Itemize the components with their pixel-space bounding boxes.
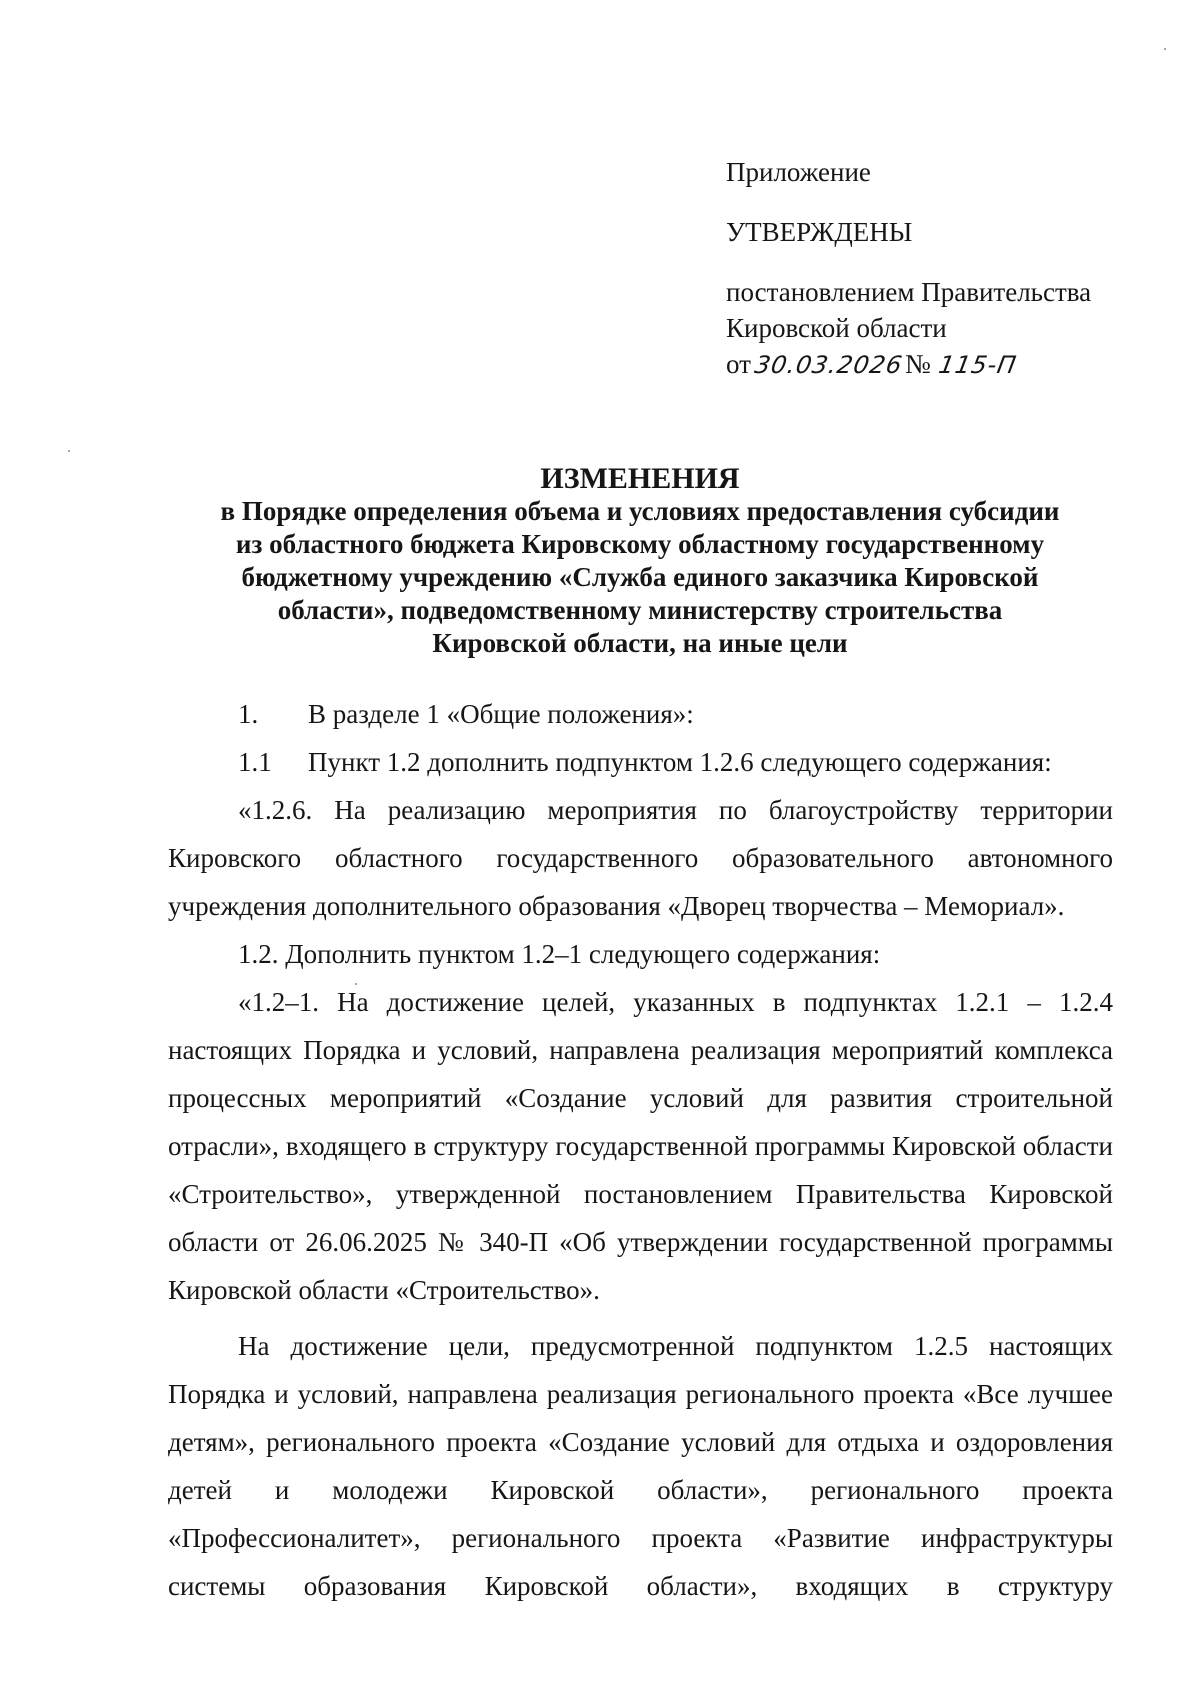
item-1-text: В разделе 1 «Общие положения»: [308, 699, 694, 729]
approval-block [726, 154, 1146, 383]
appendix-label: Приложение [726, 157, 871, 187]
title-subtitle-line: Кировской области, на иные цели [432, 628, 848, 658]
item-1-1 [168, 738, 1113, 786]
paragraph-1-2-5: На достижение цели, предусмотренной подпунктом 1.2.5 настоящих Порядка и условий, направлена реализация регионального проекта «Все лучшее детям», регионального проекта «Создание условий для отдыха и оздоровления детей и молодежи Кировской области», регионального проекта «Профессионалитет», регионального проекта «Развитие инфраструктуры системы образования Кировской области», входящих в структуру [168, 1331, 1113, 1601]
item-1-1-number: 1.1 [238, 747, 272, 777]
document-body [168, 690, 1113, 1610]
item-1-1-text: Пункт 1.2 дополнить подпунктом 1.2.6 следующего содержания: [308, 747, 1052, 777]
title-subtitle-line: бюджетному учреждению «Служба единого заказчика Кировской [241, 562, 1039, 592]
decree-line-1: постановлением Правительства [726, 277, 1092, 307]
decree-date-number [726, 346, 1146, 383]
title-subtitle-line: области», подведомственному министерству строительства [277, 595, 1003, 625]
date-prefix: от [726, 349, 751, 379]
paragraph-1-2: 1.2. Дополнить пунктом 1.2–1 следующего содержания: [238, 939, 881, 969]
title-subtitle-line: из областного бюджета Кировскому областному государственному [235, 529, 1045, 559]
title-subtitle-line: в Порядке определения объема и условиях предоставления субсидии [220, 496, 1060, 526]
scan-speck [68, 450, 70, 452]
number-prefix: № [904, 349, 931, 379]
handwritten-date: 30.03.2026 [752, 351, 905, 379]
item-1-number: 1. [238, 699, 259, 729]
title-heading: ИЗМЕНЕНИЯ [540, 462, 740, 495]
decree-line-2: Кировской области [726, 313, 947, 343]
approved-label: УТВЕРЖДЕНЫ [726, 217, 913, 247]
scan-speck [1164, 48, 1166, 50]
document-title [150, 462, 1130, 660]
paragraph-1-2-1: «1.2–1. На достижение целей, указанных в подпунктах 1.2.1 – 1.2.4 настоящих Порядка и условий, направлена реализация мероприятий комплекса процессных мероприятий «Создание условий для развития строительной отрасли», входящего в структуру государственной программы Кировской области «Строительство», утвержденной постановлением Правительства Кировской области от 26.06.2025 № 340-П «Об утверждении государственной программы Кировской области «Строительство». [168, 987, 1113, 1305]
scan-speck [355, 983, 357, 985]
paragraph-1-2-6: «1.2.6. На реализацию мероприятия по благоустройству территории Кировского областного государственного образовательного автономного учреждения дополнительного образования «Дворец творчества – Мемориал». [168, 795, 1113, 921]
item-1 [168, 690, 1113, 738]
handwritten-number: 115-П [936, 351, 1019, 379]
